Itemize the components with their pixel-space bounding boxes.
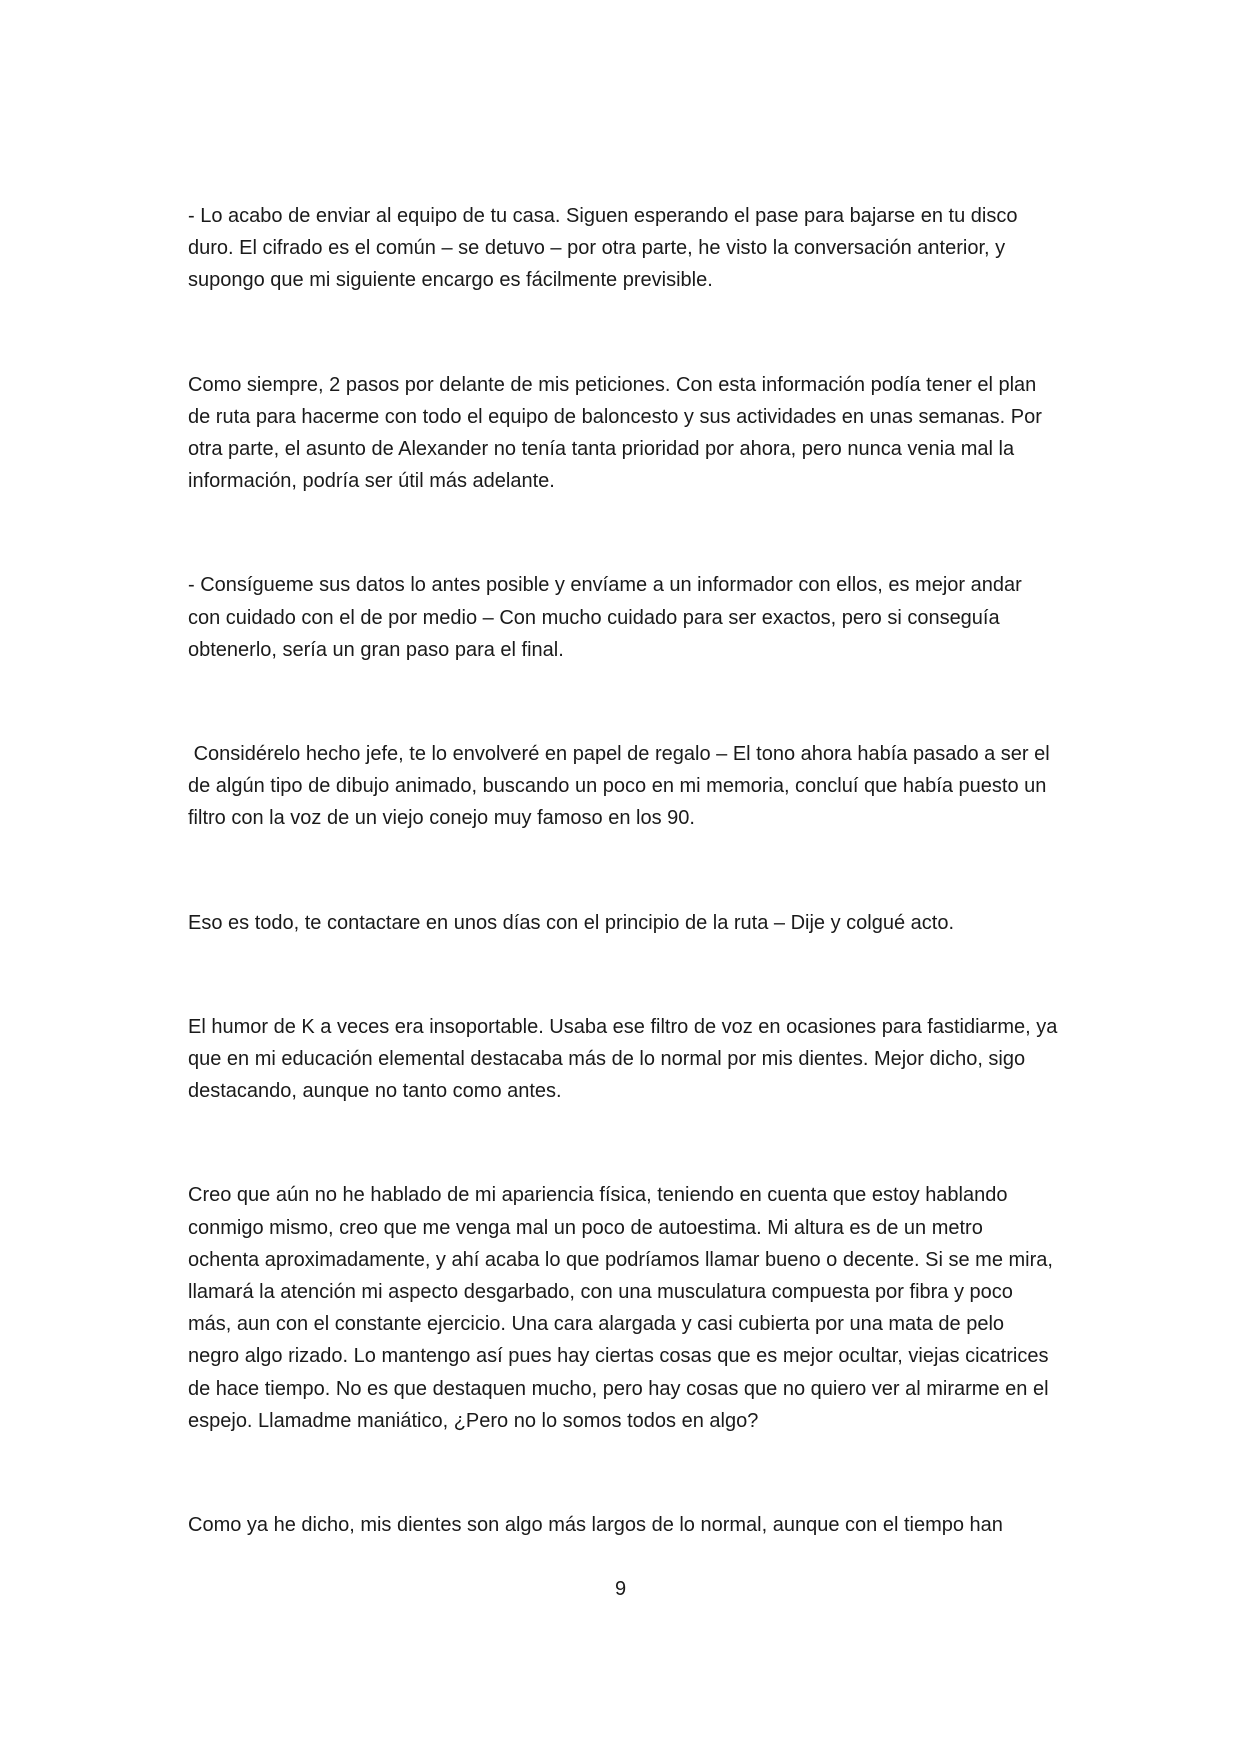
page-number: 9 [614, 1578, 627, 1600]
paragraph-7: Creo que aún no he hablado de mi apariencia física, teniendo en cuenta que estoy hablando conmigo mismo, creo que me venga mal un poco de autoestima. Mi altura es de un metro ochenta aproximadamente, y ahí acaba lo que podríamos llamar bueno o decente. Si se me mira, llamará la atención mi aspecto desgarbado, con una musculatura compuesta por fibra y poco más, aun con el constante ejercicio. Una cara alargada y casi cubierta por una mata de pelo negro algo rizado. Lo mantengo así pues hay ciertas cosas que es mejor ocultar, viejas cicatrices de hace tiempo. No es que destaquen mucho, pero hay cosas que no quiero ver al mirarme en el espejo. Llamadme maniático, ¿Pero no lo somos todos en algo? [188, 1184, 1053, 1432]
paragraph-6: El humor de K a veces era insoportable. Usaba ese filtro de voz en ocasiones para fastidiarme, ya que en mi educación elemental destacaba más de lo normal por mis dientes. Mejor dicho, sigo destacando, aunque no tanto como antes. [188, 1015, 1058, 1103]
paragraph-2: Como siempre, 2 pasos por delante de mis peticiones. Con esta información podía tener el plan de ruta para hacerme con todo el equipo de baloncesto y sus actividades en unas semanas. Por otra parte, el asunto de Alexander no tenía tanta prioridad por ahora, pero nunca venia mal la información, podría ser útil más adelante. [188, 373, 1042, 493]
paragraph-1: - Lo acabo de enviar al equipo de tu casa. Siguen esperando el pase para bajarse en tu disco duro. El cifrado es el común – se detuvo – por otra parte, he visto la conversación anterior, y supongo que mi siguiente encargo es fácilmente previsible. [188, 205, 1018, 292]
paragraph-4: Considérelo hecho jefe, te lo envolveré en papel de regalo – El tono ahora había pasado a ser el de algún tipo de dibujo animado, buscando un poco en mi memoria, concluí que había puesto un filtro con la voz de un viejo conejo muy famoso en los 90. [188, 743, 1056, 830]
body-text [188, 200, 1058, 1613]
paragraph-5: Eso es todo, te contactare en unos días con el principio de la ruta – Dije y colgué acto. [188, 911, 955, 934]
paragraph-8: Como ya he dicho, mis dientes son algo más largos de lo normal, aunque con el tiempo han [188, 1514, 1003, 1537]
paragraph-3: - Consígueme sus datos lo antes posible y envíame a un informador con ellos, es mejor andar con cuidado con el de por medio – Con mucho cuidado para ser exactos, pero si conseguía obtenerlo, sería un gran paso para el final. [188, 574, 1022, 661]
